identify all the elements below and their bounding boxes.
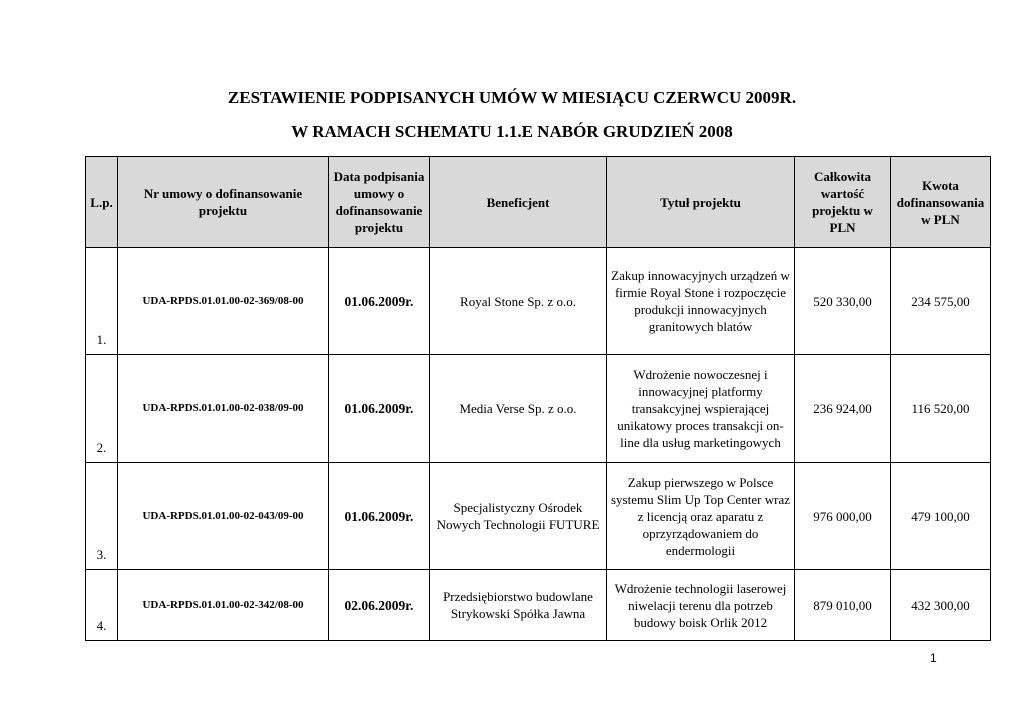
table-row xyxy=(86,355,991,463)
contracts-table xyxy=(85,156,991,641)
table-header-row xyxy=(86,157,991,248)
cell-project-title: Wdrożenie technologii laserowej niwelacji terenu dla potrzeb budowy boisk Orlik 2012 xyxy=(607,570,795,641)
cell-funding-amount: 234 575,00 xyxy=(891,248,991,355)
cell-beneficiary: Royal Stone Sp. z o.o. xyxy=(430,248,607,355)
header-signing-date: Data podpisania umowy o dofinansowanie projektu xyxy=(329,157,430,248)
cell-beneficiary: Specjalistyczny Ośrodek Nowych Technologii FUTURE xyxy=(430,463,607,570)
cell-total-value: 520 330,00 xyxy=(795,248,891,355)
cell-total-value: 879 010,00 xyxy=(795,570,891,641)
page-number: 1 xyxy=(930,651,937,665)
document-title: ZESTAWIENIE PODPISANYCH UMÓW W MIESIĄCU CZERWCU 2009R. xyxy=(227,88,797,107)
cell-lp: 1. xyxy=(86,248,118,355)
cell-contract-number: UDA-RPDS.01.01.00-02-038/09-00 xyxy=(118,355,329,463)
header-lp: L.p. xyxy=(86,157,118,248)
cell-beneficiary: Przedsiębiorstwo budowlane Strykowski Spółka Jawna xyxy=(430,570,607,641)
cell-total-value: 976 000,00 xyxy=(795,463,891,570)
table-row xyxy=(86,570,991,641)
header-contract-number: Nr umowy o dofinansowanie projektu xyxy=(118,157,329,248)
cell-contract-number: UDA-RPDS.01.01.00-02-342/08-00 xyxy=(118,570,329,641)
cell-lp: 3. xyxy=(86,463,118,570)
cell-lp: 2. xyxy=(86,355,118,463)
cell-lp: 4. xyxy=(86,570,118,641)
cell-funding-amount: 432 300,00 xyxy=(891,570,991,641)
header-project-title: Tytuł projektu xyxy=(607,157,795,248)
cell-funding-amount: 479 100,00 xyxy=(891,463,991,570)
header-funding-amount: Kwota dofinansowania w PLN xyxy=(891,157,991,248)
cell-contract-number: UDA-RPDS.01.01.00-02-369/08-00 xyxy=(118,248,329,355)
cell-contract-number: UDA-RPDS.01.01.00-02-043/09-00 xyxy=(118,463,329,570)
cell-signing-date: 01.06.2009r. xyxy=(329,463,430,570)
cell-signing-date: 01.06.2009r. xyxy=(329,355,430,463)
cell-signing-date: 01.06.2009r. xyxy=(329,248,430,355)
cell-signing-date: 02.06.2009r. xyxy=(329,570,430,641)
table-row xyxy=(86,463,991,570)
header-beneficiary: Beneficjent xyxy=(430,157,607,248)
cell-project-title: Wdrożenie nowoczesnej i innowacyjnej platformy transakcyjnej wspierającej unikatowy proces transakcji on-line dla usług marketingowych xyxy=(607,355,795,463)
cell-funding-amount: 116 520,00 xyxy=(891,355,991,463)
header-total-value: Całkowita wartość projektu w PLN xyxy=(795,157,891,248)
cell-beneficiary: Media Verse Sp. z o.o. xyxy=(430,355,607,463)
document-subtitle: W RAMACH SCHEMATU 1.1.E NABÓR GRUDZIEŃ 2008 xyxy=(291,122,733,141)
cell-total-value: 236 924,00 xyxy=(795,355,891,463)
table-row xyxy=(86,248,991,355)
cell-project-title: Zakup innowacyjnych urządzeń w firmie Royal Stone i rozpoczęcie produkcji innowacyjnych granitowych blatów xyxy=(607,248,795,355)
cell-project-title: Zakup pierwszego w Polsce systemu Slim Up Top Center wraz z licencją oraz aparatu z oprzyrządowaniem do endermologii xyxy=(607,463,795,570)
